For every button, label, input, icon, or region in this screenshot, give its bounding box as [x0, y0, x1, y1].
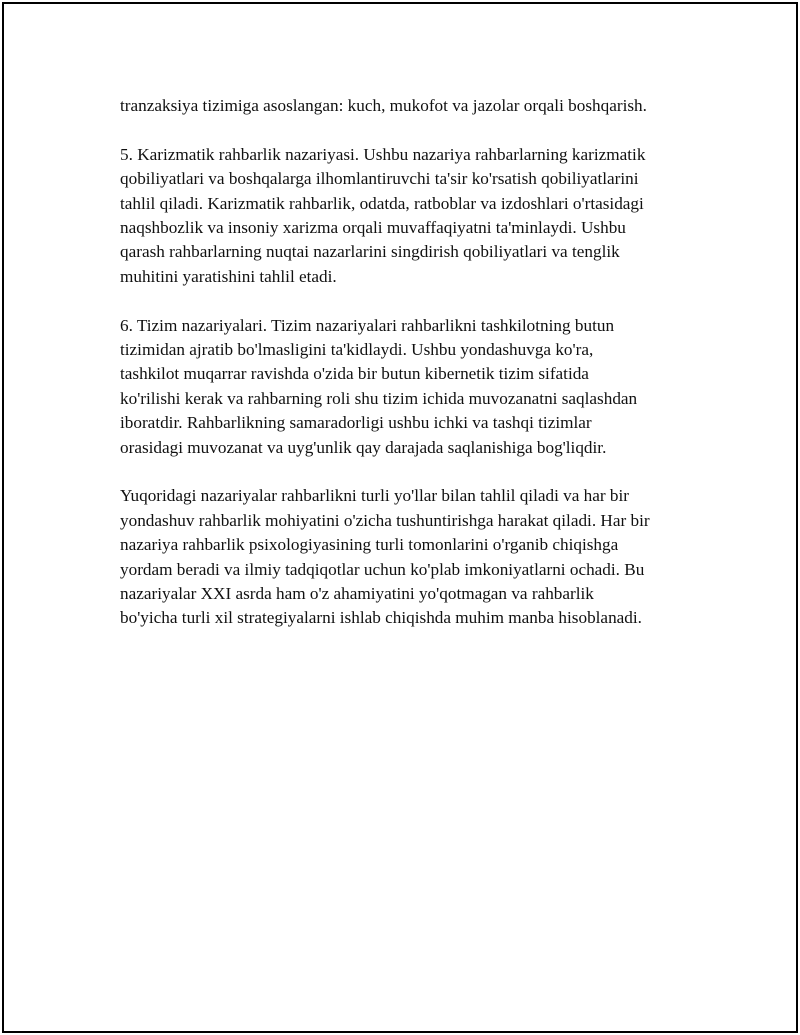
text-line: muhitini yaratishini tahlil etadi.	[120, 266, 337, 286]
paragraph-intro-continuation	[120, 94, 700, 118]
text-line: tranzaksiya tizimiga asoslangan: kuch, mukofot va jazolar orqali boshqarish.	[120, 96, 647, 115]
text-line: Yuqoridagi nazariyalar rahbarlikni turli yo'llar bilan tahlil qiladi va har bir	[120, 486, 630, 506]
paragraph-charismatic-leadership	[120, 143, 700, 289]
paragraph-systems-theories	[120, 314, 700, 460]
text-line: tahlil qiladi. Karizmatik rahbarlik, odatda, ratboblar va izdoshlari o'rtasidagi	[120, 193, 644, 213]
text-line: qobiliyatlari va boshqalarga ilhomlantiruvchi ta'sir ko'rsatish qobiliyatlarini	[120, 169, 639, 189]
text-line: tizimidan ajratib bo'lmasligini ta'kidlaydi. Ushbu yondashuvga ko'ra,	[120, 340, 594, 360]
text-line: nazariya rahbarlik psixologiyasining turli tomonlarini o'rganib chiqishga	[120, 535, 619, 555]
document-page	[2, 2, 798, 1033]
text-line: ko'rilishi kerak va rahbarning roli shu tizim ichida muvozanatni saqlashdan	[120, 388, 638, 408]
paragraph-conclusion	[120, 484, 700, 630]
text-line: yondashuv rahbarlik mohiyatini o'zicha tushuntirishga harakat qiladi. Har bir	[120, 510, 650, 530]
text-line: orasidagi muvozanat va uyg'unlik qay darajada saqlanishiga bog'liqdir.	[120, 437, 607, 457]
text-line: iboratdir. Rahbarlikning samaradorligi ushbu ichki va tashqi tizimlar	[120, 413, 592, 433]
text-line: 6. Tizim nazariyalari. Tizim nazariyalari rahbarlikni tashkilotning butun	[120, 315, 615, 335]
text-line: 5. Karizmatik rahbarlik nazariyasi. Ushbu nazariya rahbarlarning karizmatik	[120, 144, 646, 164]
text-line: nazariyalar XXI asrda ham o'z ahamiyatini yo'qotmagan va rahbarlik	[120, 584, 594, 604]
text-line: qarash rahbarlarning nuqtai nazarlarini singdirish qobiliyatlari va tenglik	[120, 242, 620, 262]
text-line: yordam beradi va ilmiy tadqiqotlar uchun ko'plab imkoniyatlarni ochadi. Bu	[120, 559, 645, 579]
text-line: bo'yicha turli xil strategiyalarni ishlab chiqishda muhim manba hisoblanadi.	[120, 608, 642, 628]
text-line: tashkilot muqarrar ravishda o'zida bir butun kibernetik tizim sifatida	[120, 364, 589, 384]
document-body	[120, 94, 700, 655]
text-line: naqshbozlik va insoniy xarizma orqali muvaffaqiyatni ta'minlaydi. Ushbu	[120, 218, 626, 238]
